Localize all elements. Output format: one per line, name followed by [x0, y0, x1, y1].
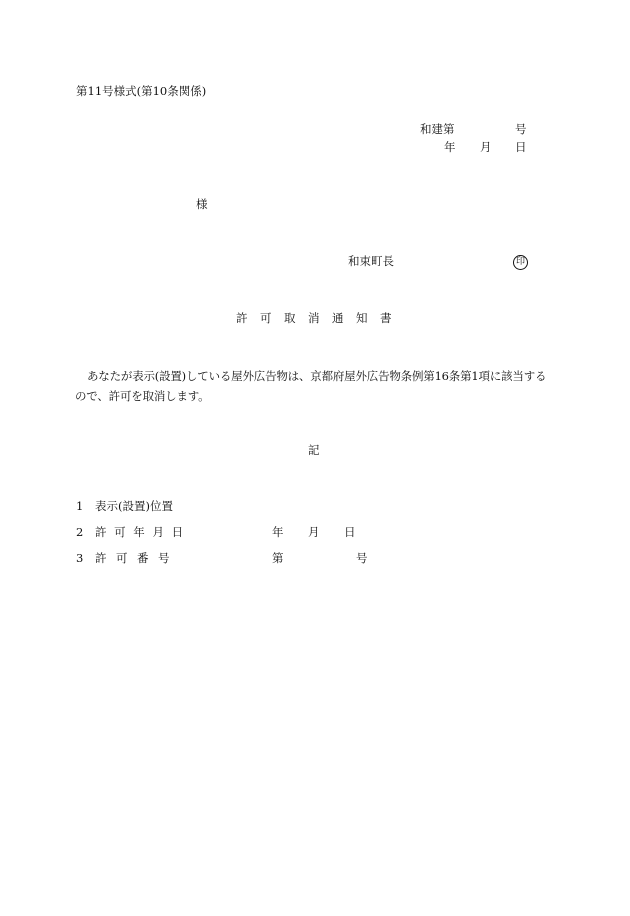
reference-prefix: 和建第: [420, 122, 455, 136]
notice-body: あなたが表示(設置)している屋外広告物は、京都府屋外広告物条例第16条第1項に該当するので、許可を取消します。: [75, 369, 547, 403]
item-day: 日: [344, 525, 356, 539]
item-prefix: 第: [272, 551, 284, 565]
item-year: 年: [272, 525, 284, 539]
title-char: 知: [356, 311, 368, 325]
title-char: 通: [332, 311, 344, 325]
form-number: 第11号様式(第10条関係): [76, 84, 207, 98]
ki-heading: 記: [308, 443, 320, 457]
addressee-honorific: 様: [196, 197, 208, 211]
item-label: 許 可 番 号: [95, 551, 169, 565]
item-number: 1: [76, 499, 84, 513]
item-number: 2: [76, 525, 84, 539]
date-month: 月: [480, 140, 492, 154]
title-char: 許: [236, 311, 248, 325]
item-number: 3: [76, 551, 84, 565]
reference-suffix: 号: [515, 122, 527, 136]
item-label: 表示(設置)位置: [95, 499, 173, 513]
item-suffix: 号: [356, 551, 368, 565]
seal-mark: 印: [513, 255, 528, 270]
item-month: 月: [308, 525, 320, 539]
title-char: 書: [380, 311, 392, 325]
title-char: 消: [308, 311, 320, 325]
item-label: 許 可 年 月 日: [95, 525, 184, 539]
date-year: 年: [444, 140, 456, 154]
issuer-title: 和束町長: [348, 254, 394, 268]
title-char: 可: [260, 311, 272, 325]
title-char: 取: [284, 311, 296, 325]
date-day: 日: [515, 140, 527, 154]
